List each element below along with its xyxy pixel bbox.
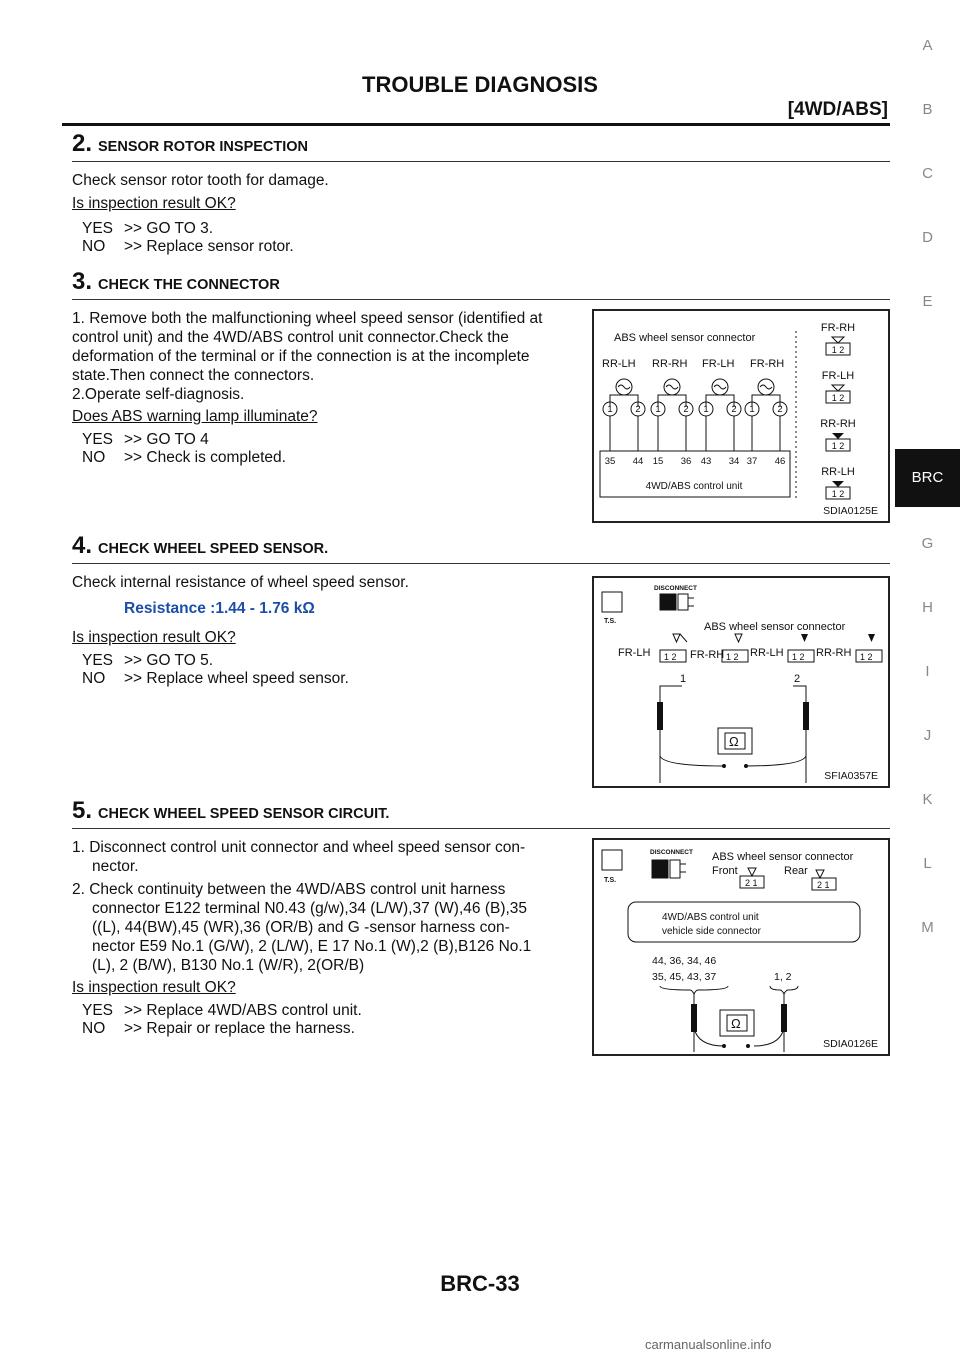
svg-text:RR-RH: RR-RH bbox=[820, 418, 856, 430]
svg-text:36: 36 bbox=[680, 456, 692, 467]
section-4-question: Is inspection result OK? bbox=[72, 629, 236, 646]
side-index-c[interactable]: C bbox=[922, 165, 933, 182]
ohm-symbol: Ω bbox=[729, 734, 739, 749]
section-3-line-2: control unit) and the 4WD/ABS control unit connector.Check the bbox=[72, 329, 509, 346]
side-index-m[interactable]: M bbox=[921, 919, 934, 936]
continuity-test-diagram bbox=[594, 840, 888, 1054]
section-3-no: NO >> Check is completed. bbox=[82, 449, 286, 466]
section-5-heading bbox=[72, 797, 389, 825]
figure-sdia0125e bbox=[592, 309, 890, 523]
section-3-yes: YES >> GO TO 4 bbox=[82, 431, 209, 448]
section-5-title: CHECK WHEEL SPEED SENSOR CIRCUIT. bbox=[98, 806, 390, 822]
section-3-number: 3. bbox=[72, 268, 93, 295]
side-index-d[interactable]: D bbox=[922, 229, 933, 246]
section-5-yes: YES >> Replace 4WD/ABS control unit. bbox=[82, 1002, 362, 1019]
section-4-number: 4. bbox=[72, 532, 93, 559]
fig1-unit-label: 4WD/ABS control unit bbox=[645, 481, 743, 492]
svg-text:RR-LH: RR-LH bbox=[750, 647, 784, 659]
resistance-spec: Resistance :1.44 - 1.76 kΩ bbox=[124, 600, 315, 617]
section-5-question: Is inspection result OK? bbox=[72, 979, 236, 996]
section-4-heading bbox=[72, 532, 328, 560]
section-5-step-2c: ((L), 44(BW),45 (WR),36 (OR/B) and G -sensor harness con- bbox=[92, 919, 510, 936]
figure-sdia0126e bbox=[592, 838, 890, 1056]
section-2-question: Is inspection result OK? bbox=[72, 195, 236, 212]
svg-text:2: 2 bbox=[731, 404, 737, 415]
section-4-text: Check internal resistance of wheel speed sensor. bbox=[72, 574, 409, 591]
fig1-sensor-rr-lh: RR-LH bbox=[602, 358, 636, 370]
fig1-sensor-fr-lh: FR-LH bbox=[702, 358, 735, 370]
section-5-step-2d: nector E59 No.1 (G/W), 2 (L/W), E 17 No.1 (W),2 (B),B126 No.1 bbox=[92, 938, 532, 955]
resistance-test-diagram bbox=[594, 578, 888, 786]
probe-1-label: 1 bbox=[680, 673, 687, 685]
section-3-line-1: 1. Remove both the malfunctioning wheel speed sensor (identified at bbox=[72, 310, 543, 327]
page-title: TROUBLE DIAGNOSIS bbox=[362, 72, 598, 97]
side-index-k[interactable]: K bbox=[922, 791, 933, 808]
section-2-yes: YES >> GO TO 3. bbox=[82, 220, 214, 237]
figure-id: SDIA0125E bbox=[823, 505, 878, 517]
section-3-rule bbox=[72, 299, 890, 300]
watermark[interactable]: carmanualsonline.info bbox=[645, 1337, 772, 1352]
ts-icon bbox=[602, 592, 622, 612]
svg-text:RR-LH: RR-LH bbox=[821, 466, 855, 478]
side-index-j[interactable]: J bbox=[923, 727, 932, 744]
section-3-line-5: 2.Operate self-diagnosis. bbox=[72, 386, 245, 403]
section-3-line-4: state.Then connect the connectors. bbox=[72, 367, 315, 384]
ts-label: T.S. bbox=[604, 877, 617, 884]
svg-text:1: 1 bbox=[703, 404, 709, 415]
svg-text:1 2: 1 2 bbox=[831, 393, 845, 403]
svg-text:1 2: 1 2 bbox=[831, 441, 845, 451]
svg-text:2: 2 bbox=[777, 404, 783, 415]
side-index-brc[interactable]: BRC bbox=[895, 449, 960, 507]
section-4-rule bbox=[72, 563, 890, 564]
svg-text:1: 1 bbox=[655, 404, 661, 415]
svg-text:1 2: 1 2 bbox=[664, 652, 677, 662]
section-5-step-2a: 2. Check continuity between the 4WD/ABS control unit harness bbox=[72, 881, 506, 898]
ts-label: T.S. bbox=[604, 618, 617, 625]
side-index-a[interactable]: A bbox=[922, 37, 933, 54]
svg-text:1 2: 1 2 bbox=[831, 345, 845, 355]
ts-icon bbox=[602, 850, 622, 870]
disconnect-label: DISCONNECT bbox=[654, 585, 697, 592]
section-5-step-2b: connector E122 terminal N0.43 (g/w),34 (L/W),37 (W),46 (B),35 bbox=[92, 900, 528, 917]
fig3-unit-label-1: 4WD/ABS control unit bbox=[662, 912, 759, 923]
fig1-sensor-fr-rh: FR-RH bbox=[750, 358, 785, 370]
fig3-unit-label-2: vehicle side connector bbox=[662, 926, 761, 937]
svg-text:1 2: 1 2 bbox=[831, 489, 845, 499]
disconnect-connector-icon bbox=[660, 594, 676, 610]
probe-icon bbox=[657, 702, 663, 730]
side-index-i[interactable]: I bbox=[925, 663, 930, 680]
ohm-symbol: Ω bbox=[731, 1016, 741, 1031]
figure-id: SDIA0126E bbox=[823, 1038, 878, 1050]
svg-text:FR-LH: FR-LH bbox=[821, 370, 855, 382]
section-4-no: NO >> Replace wheel speed sensor. bbox=[82, 670, 349, 687]
svg-text:1: 1 bbox=[749, 404, 755, 415]
section-4-title: CHECK WHEEL SPEED SENSOR. bbox=[98, 541, 329, 557]
section-2-heading bbox=[72, 130, 308, 158]
svg-text:2 1: 2 1 bbox=[817, 880, 830, 890]
svg-text:1: 1 bbox=[607, 404, 613, 415]
svg-text:34: 34 bbox=[728, 456, 740, 467]
svg-text:46: 46 bbox=[774, 456, 786, 467]
disconnect-connector-icon bbox=[652, 860, 668, 878]
section-2-text: Check sensor rotor tooth for damage. bbox=[72, 172, 329, 189]
svg-text:FR-RH: FR-RH bbox=[820, 322, 856, 334]
svg-text:44: 44 bbox=[632, 456, 644, 467]
figure-sfia0357e bbox=[592, 576, 890, 788]
probe-2-label: 2 bbox=[794, 673, 801, 685]
svg-text:FR-LH: FR-LH bbox=[618, 647, 651, 659]
section-5-step-1b: nector. bbox=[92, 858, 139, 875]
probe-icon bbox=[803, 702, 809, 730]
section-4-yes: YES >> GO TO 5. bbox=[82, 652, 214, 669]
section-3-line-3: deformation of the terminal or if the connection is at the incomplete bbox=[72, 348, 530, 365]
svg-text:1 2: 1 2 bbox=[792, 652, 805, 662]
figure-id: SFIA0357E bbox=[824, 770, 878, 782]
section-2-title: SENSOR ROTOR INSPECTION bbox=[98, 139, 309, 155]
fig3-terminals-1: 44, 36, 34, 46 bbox=[652, 955, 717, 967]
svg-text:35: 35 bbox=[604, 456, 616, 467]
section-2-no: NO >> Replace sensor rotor. bbox=[82, 238, 294, 255]
section-3-question: Does ABS warning lamp illuminate? bbox=[72, 408, 318, 425]
fig3-title: ABS wheel sensor connector bbox=[712, 851, 854, 863]
connector-diagram bbox=[594, 311, 888, 521]
section-5-number: 5. bbox=[72, 797, 93, 824]
page-subtitle: [4WD/ABS] bbox=[787, 99, 888, 120]
side-index-g[interactable]: G bbox=[921, 535, 934, 552]
section-5-no: NO >> Repair or replace the harness. bbox=[82, 1020, 355, 1037]
section-3-heading bbox=[72, 268, 280, 296]
side-index-e[interactable]: E bbox=[922, 293, 933, 310]
section-5-rule bbox=[72, 828, 890, 829]
svg-text:1 2: 1 2 bbox=[726, 652, 739, 662]
svg-text:2 1: 2 1 bbox=[745, 878, 758, 888]
section-2-rule bbox=[72, 161, 890, 162]
fig1-title: ABS wheel sensor connector bbox=[614, 332, 756, 344]
svg-text:2: 2 bbox=[635, 404, 641, 415]
page-number: BRC-33 bbox=[440, 1271, 520, 1296]
section-2-number: 2. bbox=[72, 130, 93, 157]
svg-text:2: 2 bbox=[683, 404, 689, 415]
svg-text:FR-RH: FR-RH bbox=[690, 649, 725, 661]
svg-text:1 2: 1 2 bbox=[860, 652, 873, 662]
probe-icon bbox=[691, 1004, 697, 1032]
section-5-step-1a: 1. Disconnect control unit connector and wheel speed sensor con- bbox=[72, 839, 526, 856]
probe-icon bbox=[781, 1004, 787, 1032]
svg-text:15: 15 bbox=[652, 456, 664, 467]
front-label: Front bbox=[712, 865, 738, 877]
svg-text:43: 43 bbox=[700, 456, 712, 467]
side-index bbox=[895, 0, 960, 1358]
section-3-title: CHECK THE CONNECTOR bbox=[98, 277, 280, 293]
side-index-h[interactable]: H bbox=[922, 599, 933, 616]
rear-label: Rear bbox=[784, 865, 808, 877]
svg-text:RR-RH: RR-RH bbox=[816, 647, 852, 659]
fig2-title: ABS wheel sensor connector bbox=[704, 621, 846, 633]
fig3-terminals-3: 1, 2 bbox=[774, 971, 792, 983]
disconnect-label: DISCONNECT bbox=[650, 849, 693, 856]
fig1-sensor-rr-rh: RR-RH bbox=[652, 358, 688, 370]
svg-text:37: 37 bbox=[746, 456, 758, 467]
side-index-b[interactable]: B bbox=[922, 101, 933, 118]
header-rule bbox=[62, 123, 890, 126]
section-5-step-2e: (L), 2 (B/W), B130 No.1 (W/R), 2(OR/B) bbox=[92, 957, 365, 974]
side-index-l[interactable]: L bbox=[923, 855, 932, 872]
fig3-terminals-2: 35, 45, 43, 37 bbox=[652, 971, 717, 983]
